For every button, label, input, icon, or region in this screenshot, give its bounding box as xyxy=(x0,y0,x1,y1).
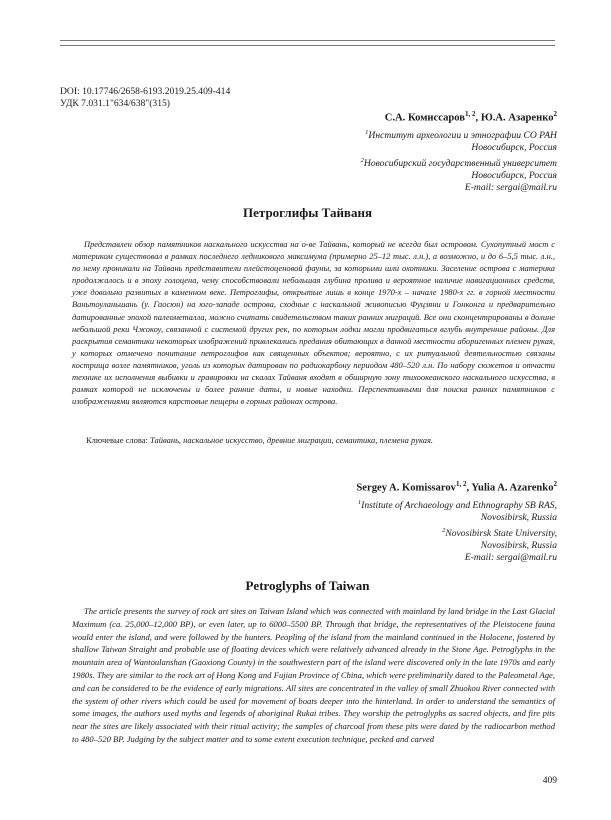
aff-en-1-sup: 1 xyxy=(357,499,362,506)
header-rule-top xyxy=(60,40,555,41)
doi: DOI: 10.17746/2658-6193.2019.25.409-414 xyxy=(60,86,231,97)
authors-ru xyxy=(385,110,557,124)
aff-en-2-line1: Novosibirsk State University, xyxy=(445,527,557,539)
page-number: 409 xyxy=(542,776,557,786)
abstract-ru: Представлен обзор памятников наскального искусства на о-ве Тайвань, который не всегда был островом. Сухопутный мост с материком существовал в рамках последнего ледникового максимума (примерно 25–12 тыс. л.н.), а возможно, и до 6–5,5 тыс. л.н., по нему проникали на Тайвань представители плейстоценовой фауны, за которыми шли охотники. Заселение острова с материка продолжалось и в эпоху голоцена, чему способствовали небольшая глубина пролива и вероятное наличие навигационных средств, уже довольно развитых в каменном веке. Петроглифы, открытые лишь в конце 1970-х – начале 1980-х гг. в горной местности Ваньтоуланьшань (у. Гаосюн) на юго-западе острова, сходные с наскальной живописью Фуцзяни и Гонконга и предварительно датированные эпохой палеометалла, можно считать свидетельством таких ранних миграций. Все они сконцентрированы в долине небольшой реки Чжокоу, связанной с системой других рек, по которым лодки могли продвигаться вглубь внутренние районы. Для раскрытия семантики некоторых изображений привлекались предания обитающих в данной местности аборигенных племен рукая, у которых отмечено почитание петроглифов как священных объектов; вероятно, с их ритуальной деятельностью связаны кострища возле памятников, уголь из которых датирован по радиокарбону периодом 480–520 л.н. По набору сюжетов и отчасти технике их исполнения выбивки и гравировки на скалах Тайваня входят в обширную зону тихоокеанского наскального искусства, в рамках которой не исключены и более ранние даты, и новые находки. Перспективными для поиска ранних памятников с изображениями являются карстовые пещеры в горных районах острова. xyxy=(72,239,555,407)
keywords-ru xyxy=(86,435,433,446)
abstract-en: The article presents the survey of rock art sites on Taiwan Island which was connected with mainland by land bridge in the Last Glacial Maximum (ca. 25,000–12,000 BP), or even later, up to 6000–5500 BP. Through that bridge, the representatives of the Pleistocene fauna would enter the island, and were followed by the hunters. Peopling of the island from the mainland continued in the Holocene, fostered by shallow Taiwan Straight and probable use of floating devices which were relatively advanced already in the Stone Age. Petroglyphs in the mountain area of Wantoulanshan (Gaoxiong County) in the southwestern part of the island were discovered only in the late 1970s and early 1980s. They are similar to the rock art of Hong Kong and Fujian Province of China, which were preliminarily dated to the Paleometal Age, and can be considered to be the evidence of early migrations. All sites are concentrated in the valley of small Zhuokou River connected with the system of other rivers which could be used for movement of boats deeper into the hinterland. In order to understand the semantics of some images, the authors used myths and legends of aboriginal Rukai tribes. They worship the petroglyphs as sacred objects, and fire pits near the sites are likely associated with their ritual activity; the samples of charcoal from these pits were dated by the radiocarbon method to 480–520 BP. Judging by the subject matter and to some extent execution technique, pecked and carved xyxy=(72,606,555,744)
aff-en-1-line2: Novosibirsk, Russia xyxy=(480,512,557,524)
authors-en xyxy=(356,480,557,494)
author-en-1-aff: 1, 2 xyxy=(455,480,467,488)
title-en: Petroglyphs of Taiwan xyxy=(245,578,370,593)
keywords-label: Ключевые слова: xyxy=(86,435,151,445)
aff-en-2-line2: Novosibirsk, Russia xyxy=(480,539,557,551)
author-ru-2: , Ю.А. Азаренко xyxy=(475,112,554,124)
author-en-2: , Yulia A. Azarenko xyxy=(466,482,554,494)
aff-en-1-line1: Institute of Archaeology and Ethnography SB RAS, xyxy=(361,500,557,512)
author-en-1: Sergey A. Komissarov xyxy=(356,482,456,494)
aff-en-2-sup: 2 xyxy=(442,526,446,534)
aff-ru-1-line2: Новосибирск, Россия xyxy=(471,142,557,154)
aff-ru-2-line2: Новосибирск, Россия xyxy=(471,169,557,181)
udk: УДК 7.031.1"634/638"(315) xyxy=(60,97,171,109)
author-ru-1: С.А. Комиссаров xyxy=(384,112,466,124)
keywords-text: Тайвань, наскальное искусство, древние миграции, семантика, племена рукая. xyxy=(150,435,434,445)
email-en: E-mail: sergai@mail.ru xyxy=(464,552,557,564)
email-ru: E-mail: sergai@mail.ru xyxy=(464,182,557,194)
aff-ru-1-sup: 1 xyxy=(365,129,369,136)
affiliations-en xyxy=(358,497,557,564)
aff-ru-2-line1: Новосибирский государственный университет xyxy=(363,157,557,169)
aff-ru-2-sup: 2 xyxy=(360,156,364,164)
author-ru-1-aff: 1, 2 xyxy=(465,110,476,118)
header-rule-bottom xyxy=(60,45,555,46)
affiliations-ru xyxy=(361,127,557,194)
title-ru: Петроглифы Тайваня xyxy=(243,205,372,220)
author-en-2-aff: 2 xyxy=(553,480,557,488)
article-meta xyxy=(60,86,230,109)
author-ru-2-aff: 2 xyxy=(553,110,557,118)
aff-ru-1-line1: Институт археологии и этнографии СО РАН xyxy=(368,130,557,142)
